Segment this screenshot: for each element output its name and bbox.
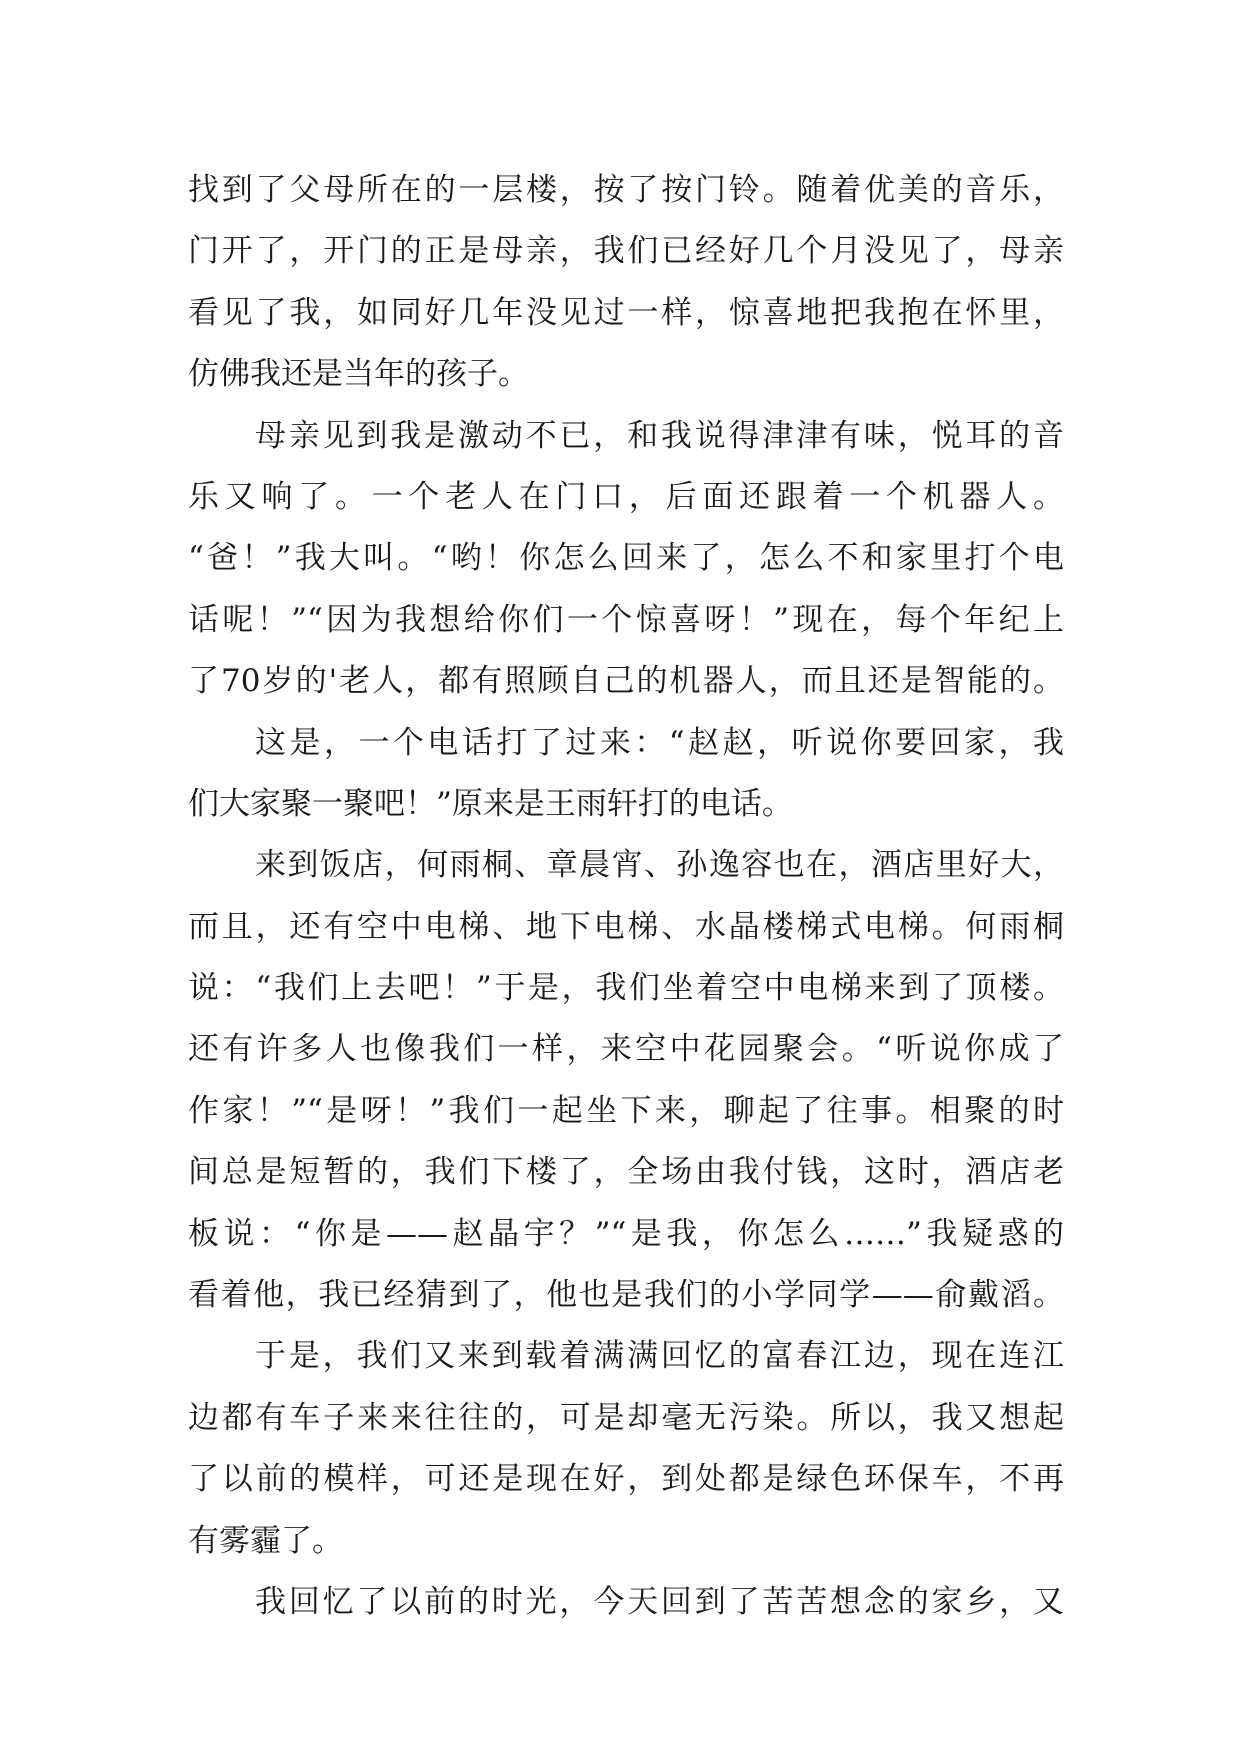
- text-line: 板说：“你是——赵晶宇？”“是我，你怎么……”我疑惑的: [188, 1215, 1064, 1252]
- body-text: [188, 160, 1064, 1633]
- text-line: 而且，还有空中电梯、地下电梯、水晶楼梯式电梯。何雨桐: [188, 908, 1064, 945]
- text-line: 边都有车子来来往往的，可是却毫无污染。所以，我又想起: [188, 1399, 1064, 1436]
- text-line: 于是，我们又来到载着满满回忆的富春江边，现在连江: [255, 1338, 1064, 1375]
- text-line: 来到饭店，何雨桐、章晨宵、孙逸容也在，酒店里好大，: [255, 847, 1064, 884]
- text-line: 们大家聚一聚吧！”原来是王雨轩打的电话。: [188, 785, 793, 822]
- text-line: 乐又响了。一个老人在门口，后面还跟着一个机器人。: [188, 478, 1064, 515]
- text-line: 这是，一个电话打了过来：“赵赵，听说你要回家，我: [255, 724, 1064, 761]
- text-line: 还有许多人也像我们一样，来空中花园聚会。“听说你成了: [188, 1031, 1064, 1068]
- text-line: “爸！”我大叫。“哟！你怎么回来了，怎么不和家里打个电: [188, 540, 1064, 577]
- text-line: 母亲见到我是激动不已，和我说得津津有味，悦耳的音: [255, 417, 1064, 454]
- text-line: 有雾霾了。: [188, 1522, 343, 1559]
- text-line: 了70岁的'老人，都有照顾自己的机器人，而且还是智能的。: [188, 663, 1064, 700]
- text-line: 看见了我，如同好几年没见过一样，惊喜地把我抱在怀里，: [188, 294, 1064, 331]
- text-line: 看着他，我已经猜到了，他也是我们的小学同学——俞戴滔。: [188, 1277, 1064, 1314]
- text-line: 找到了父母所在的一层楼，按了按门铃。随着优美的音乐，: [188, 172, 1064, 208]
- text-line: 说：“我们上去吧！”于是，我们坐着空中电梯来到了顶楼。: [188, 970, 1064, 1007]
- text-line: 间总是短暂的，我们下楼了，全场由我付钱，这时，酒店老: [188, 1154, 1064, 1191]
- text-line: 作家！”“是呀！”我们一起坐下来，聊起了往事。相聚的时: [188, 1092, 1064, 1129]
- text-line: 我回忆了以前的时光，今天回到了苦苦想念的家乡，又: [255, 1583, 1064, 1620]
- text-line: 话呢！”“因为我想给你们一个惊喜呀！”现在，每个年纪上: [188, 601, 1064, 638]
- text-line: 仿佛我还是当年的孩子。: [188, 356, 529, 393]
- text-line: 门开了，开门的正是母亲，我们已经好几个月没见了，母亲: [188, 233, 1064, 270]
- text-line: 了以前的模样，可还是现在好，到处都是绿色环保车，不再: [188, 1461, 1064, 1498]
